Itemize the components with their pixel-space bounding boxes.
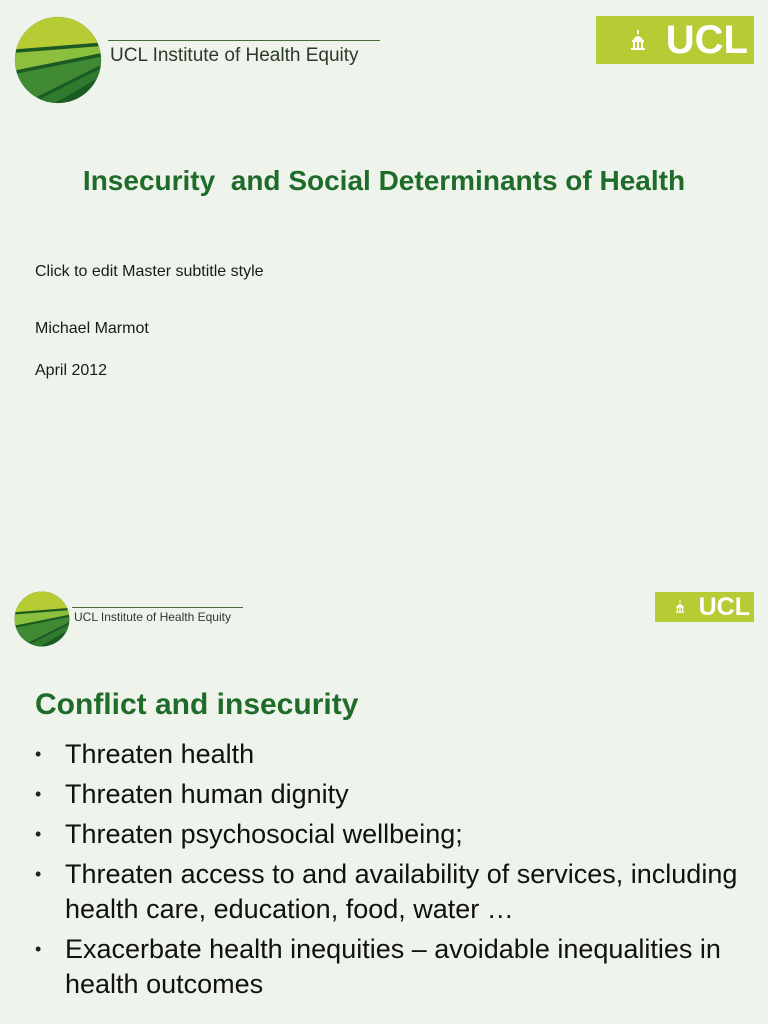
slide-title-heading: Insecurity and Social Determinants of Health [82, 165, 686, 196]
author-name: Michael Marmot [35, 320, 149, 337]
presentation-date: April 2012 [35, 362, 108, 379]
slide-heading: Conflict and insecurity [35, 688, 359, 721]
bullet-text: Threaten psychosocial wellbeing; [65, 819, 463, 849]
bullet-marker: • [35, 864, 42, 884]
bullet-text: Threaten health [65, 739, 255, 769]
institute-name: UCL Institute of Health Equity [110, 45, 359, 66]
bullet-marker: • [35, 744, 42, 764]
list-item [35, 817, 755, 852]
bullet-text: Threaten human dignity [65, 779, 349, 809]
institute-logo-icon [14, 591, 70, 647]
bullet-text: Threaten access to and availability of services, including health care, education, food, water … [65, 859, 738, 924]
bullet-marker: • [35, 939, 42, 959]
building-dome-icon [675, 600, 685, 613]
building-dome-icon [630, 30, 646, 50]
institute-rule [108, 40, 380, 41]
institute-logo-icon [14, 16, 102, 104]
ucl-logo [596, 16, 754, 64]
list-item [35, 857, 755, 927]
institute-rule [72, 607, 243, 608]
list-item [35, 777, 755, 812]
ucl-logo [655, 592, 754, 622]
list-item [35, 737, 755, 772]
bullet-marker: • [35, 824, 42, 844]
slide-conflict [0, 512, 768, 1024]
institute-name: UCL Institute of Health Equity [74, 610, 231, 624]
ucl-logo-text: UCL [698, 592, 750, 621]
subtitle-placeholder: Click to edit Master subtitle style [35, 263, 264, 280]
list-item [35, 932, 755, 1002]
bullet-text: Exacerbate health inequities – avoidable inequalities in health outcomes [65, 934, 721, 999]
ucl-logo-text: UCL [665, 17, 748, 62]
bullet-marker: • [35, 784, 42, 804]
bullet-list [35, 737, 755, 1007]
